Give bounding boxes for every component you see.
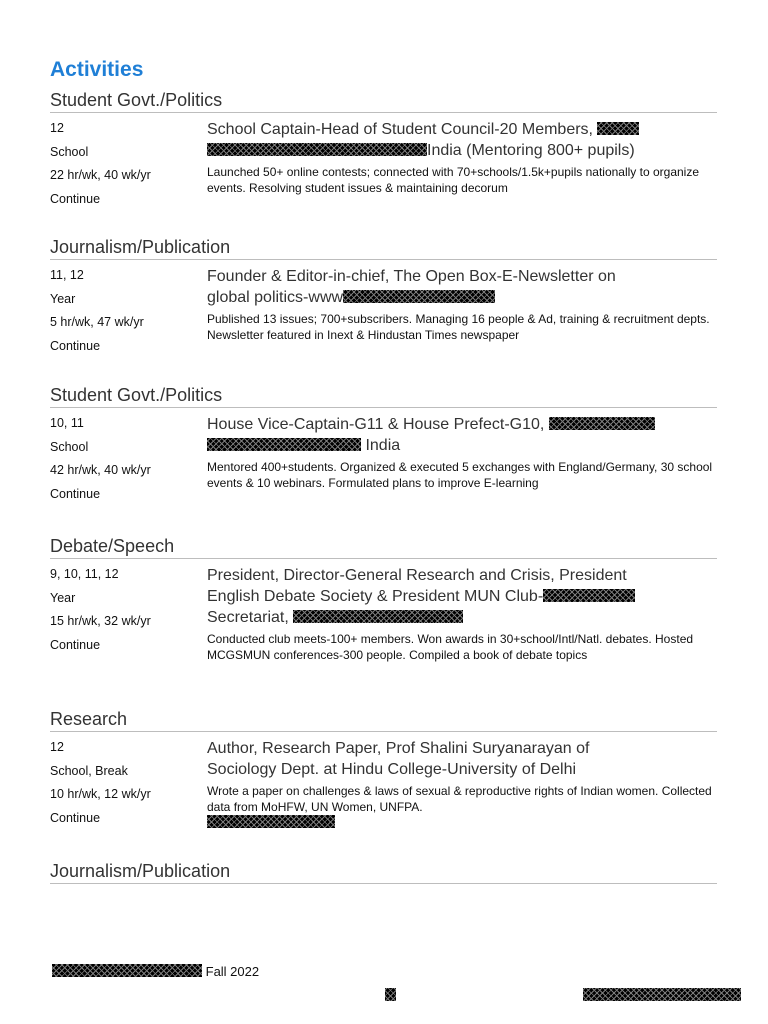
activity-timing: Year xyxy=(50,590,76,605)
activity-section xyxy=(50,535,717,663)
activity-title xyxy=(207,738,717,780)
activity-entry xyxy=(50,738,717,832)
activity-title-line2: India xyxy=(365,437,401,454)
activity-grade: 10, 11 xyxy=(50,416,84,430)
activity-title-line1: School Captain-Head of Student Council-20 Members, xyxy=(207,121,593,138)
activity-details xyxy=(207,738,717,832)
activity-details xyxy=(207,414,717,491)
activity-entry xyxy=(50,266,717,353)
activity-hours: 5 hr/wk, 47 wk/yr xyxy=(50,315,144,330)
activity-description: Conducted club meets-100+ members. Won awards in 30+school/Intl/Natl. debates. Hosted MCGSMUN conferences-300 people. Compiled a book of debate topics xyxy=(207,632,694,662)
redaction-block xyxy=(207,143,427,156)
redaction-block xyxy=(207,438,361,451)
activity-title-line2: global politics-www xyxy=(207,289,344,306)
activity-entry xyxy=(50,565,717,663)
activity-title xyxy=(207,565,717,628)
page-heading: Activities xyxy=(50,58,144,81)
activity-grade: 11, 12 xyxy=(50,268,84,282)
activity-grade: 12 xyxy=(50,121,64,135)
activity-grade: 12 xyxy=(50,740,64,754)
activity-entry xyxy=(50,119,717,206)
activity-hours: 22 hr/wk, 40 wk/yr xyxy=(50,168,151,183)
activity-description: Published 13 issues; 700+subscribers. Managing 16 people & Ad, training & recruitment depts. Newsletter featured in Inext & Hindustan Times newspaper xyxy=(207,312,710,342)
activity-section xyxy=(50,384,717,501)
activity-meta xyxy=(50,266,200,360)
activity-title xyxy=(207,266,717,308)
activity-section xyxy=(50,89,717,206)
activity-hours: 42 hr/wk, 40 wk/yr xyxy=(50,463,151,478)
activity-hours: 15 hr/wk, 32 wk/yr xyxy=(50,614,151,629)
activity-timing: School xyxy=(50,439,89,454)
activity-category: Student Govt./Politics xyxy=(50,89,717,113)
activity-details xyxy=(207,119,717,196)
activity-title-line3: Secretariat, xyxy=(207,609,289,626)
activity-meta xyxy=(50,414,200,508)
redaction-block xyxy=(343,290,495,303)
activity-title xyxy=(207,119,717,161)
activity-entry xyxy=(50,414,717,501)
activity-title xyxy=(207,414,717,456)
activity-description xyxy=(207,784,717,832)
redaction-block xyxy=(549,417,655,430)
activity-section xyxy=(50,708,717,832)
activity-grade: 9, 10, 11, 12 xyxy=(50,567,119,581)
activity-title-line2: English Debate Society & President MUN Club- xyxy=(207,588,544,605)
activity-timing: School xyxy=(50,144,89,159)
activity-title-line2: India (Mentoring 800+ pupils) xyxy=(427,142,635,159)
redaction-block xyxy=(207,815,335,828)
activity-title-line1: President, Director-General Research and Crisis, President xyxy=(207,567,627,584)
activity-category: Journalism/Publication xyxy=(50,860,717,884)
activity-meta xyxy=(50,565,200,659)
activity-status: Continue xyxy=(50,486,101,501)
activity-category: Debate/Speech xyxy=(50,535,717,559)
activity-section xyxy=(50,236,717,353)
redaction-block xyxy=(385,988,396,1001)
activity-meta xyxy=(50,119,200,213)
footer-term xyxy=(52,964,259,979)
redaction-block xyxy=(597,122,639,135)
activity-details xyxy=(207,565,717,663)
activity-title-line1: Author, Research Paper, Prof Shalini Suryanarayan of xyxy=(207,740,590,757)
activity-description: Launched 50+ online contests; connected with 70+schools/1.5k+pupils nationally to organize events. Resolving student issues & maintaining decorum xyxy=(207,165,700,195)
activity-category: Student Govt./Politics xyxy=(50,384,717,408)
footer-name xyxy=(583,988,741,1003)
redaction-block xyxy=(583,988,741,1001)
activity-timing: Year xyxy=(50,291,76,306)
activity-details xyxy=(207,266,717,343)
activity-timing: School, Break xyxy=(50,763,128,778)
activity-status: Continue xyxy=(50,191,101,206)
activity-category: Journalism/Publication xyxy=(50,236,717,260)
redaction-block xyxy=(52,964,202,977)
activity-title-line1: Founder & Editor-in-chief, The Open Box-E-Newsletter on xyxy=(207,268,616,285)
activity-category: Research xyxy=(50,708,717,732)
activity-section xyxy=(50,860,717,884)
redaction-block xyxy=(543,589,635,602)
activity-status: Continue xyxy=(50,338,101,353)
activity-description-text: Wrote a paper on challenges & laws of sexual & reproductive rights of Indian women. Collected data from MoHFW, UN Women, UNFPA. xyxy=(207,784,712,814)
activity-hours: 10 hr/wk, 12 wk/yr xyxy=(50,787,151,802)
activity-title-line1: House Vice-Captain-G11 & House Prefect-G10, xyxy=(207,416,545,433)
activity-title-line2: Sociology Dept. at Hindu College-University of Delhi xyxy=(207,761,577,778)
activity-meta xyxy=(50,738,200,832)
activity-status: Continue xyxy=(50,637,101,652)
footer-page-number xyxy=(385,988,396,1003)
activity-status: Continue xyxy=(50,810,101,825)
footer-term-text: Fall 2022 xyxy=(205,964,260,979)
activity-description: Mentored 400+students. Organized & executed 5 exchanges with England/Germany, 30 school events & 10 webinars. Formulated plans to improve E-learning xyxy=(207,460,713,490)
redaction-block xyxy=(293,610,463,623)
